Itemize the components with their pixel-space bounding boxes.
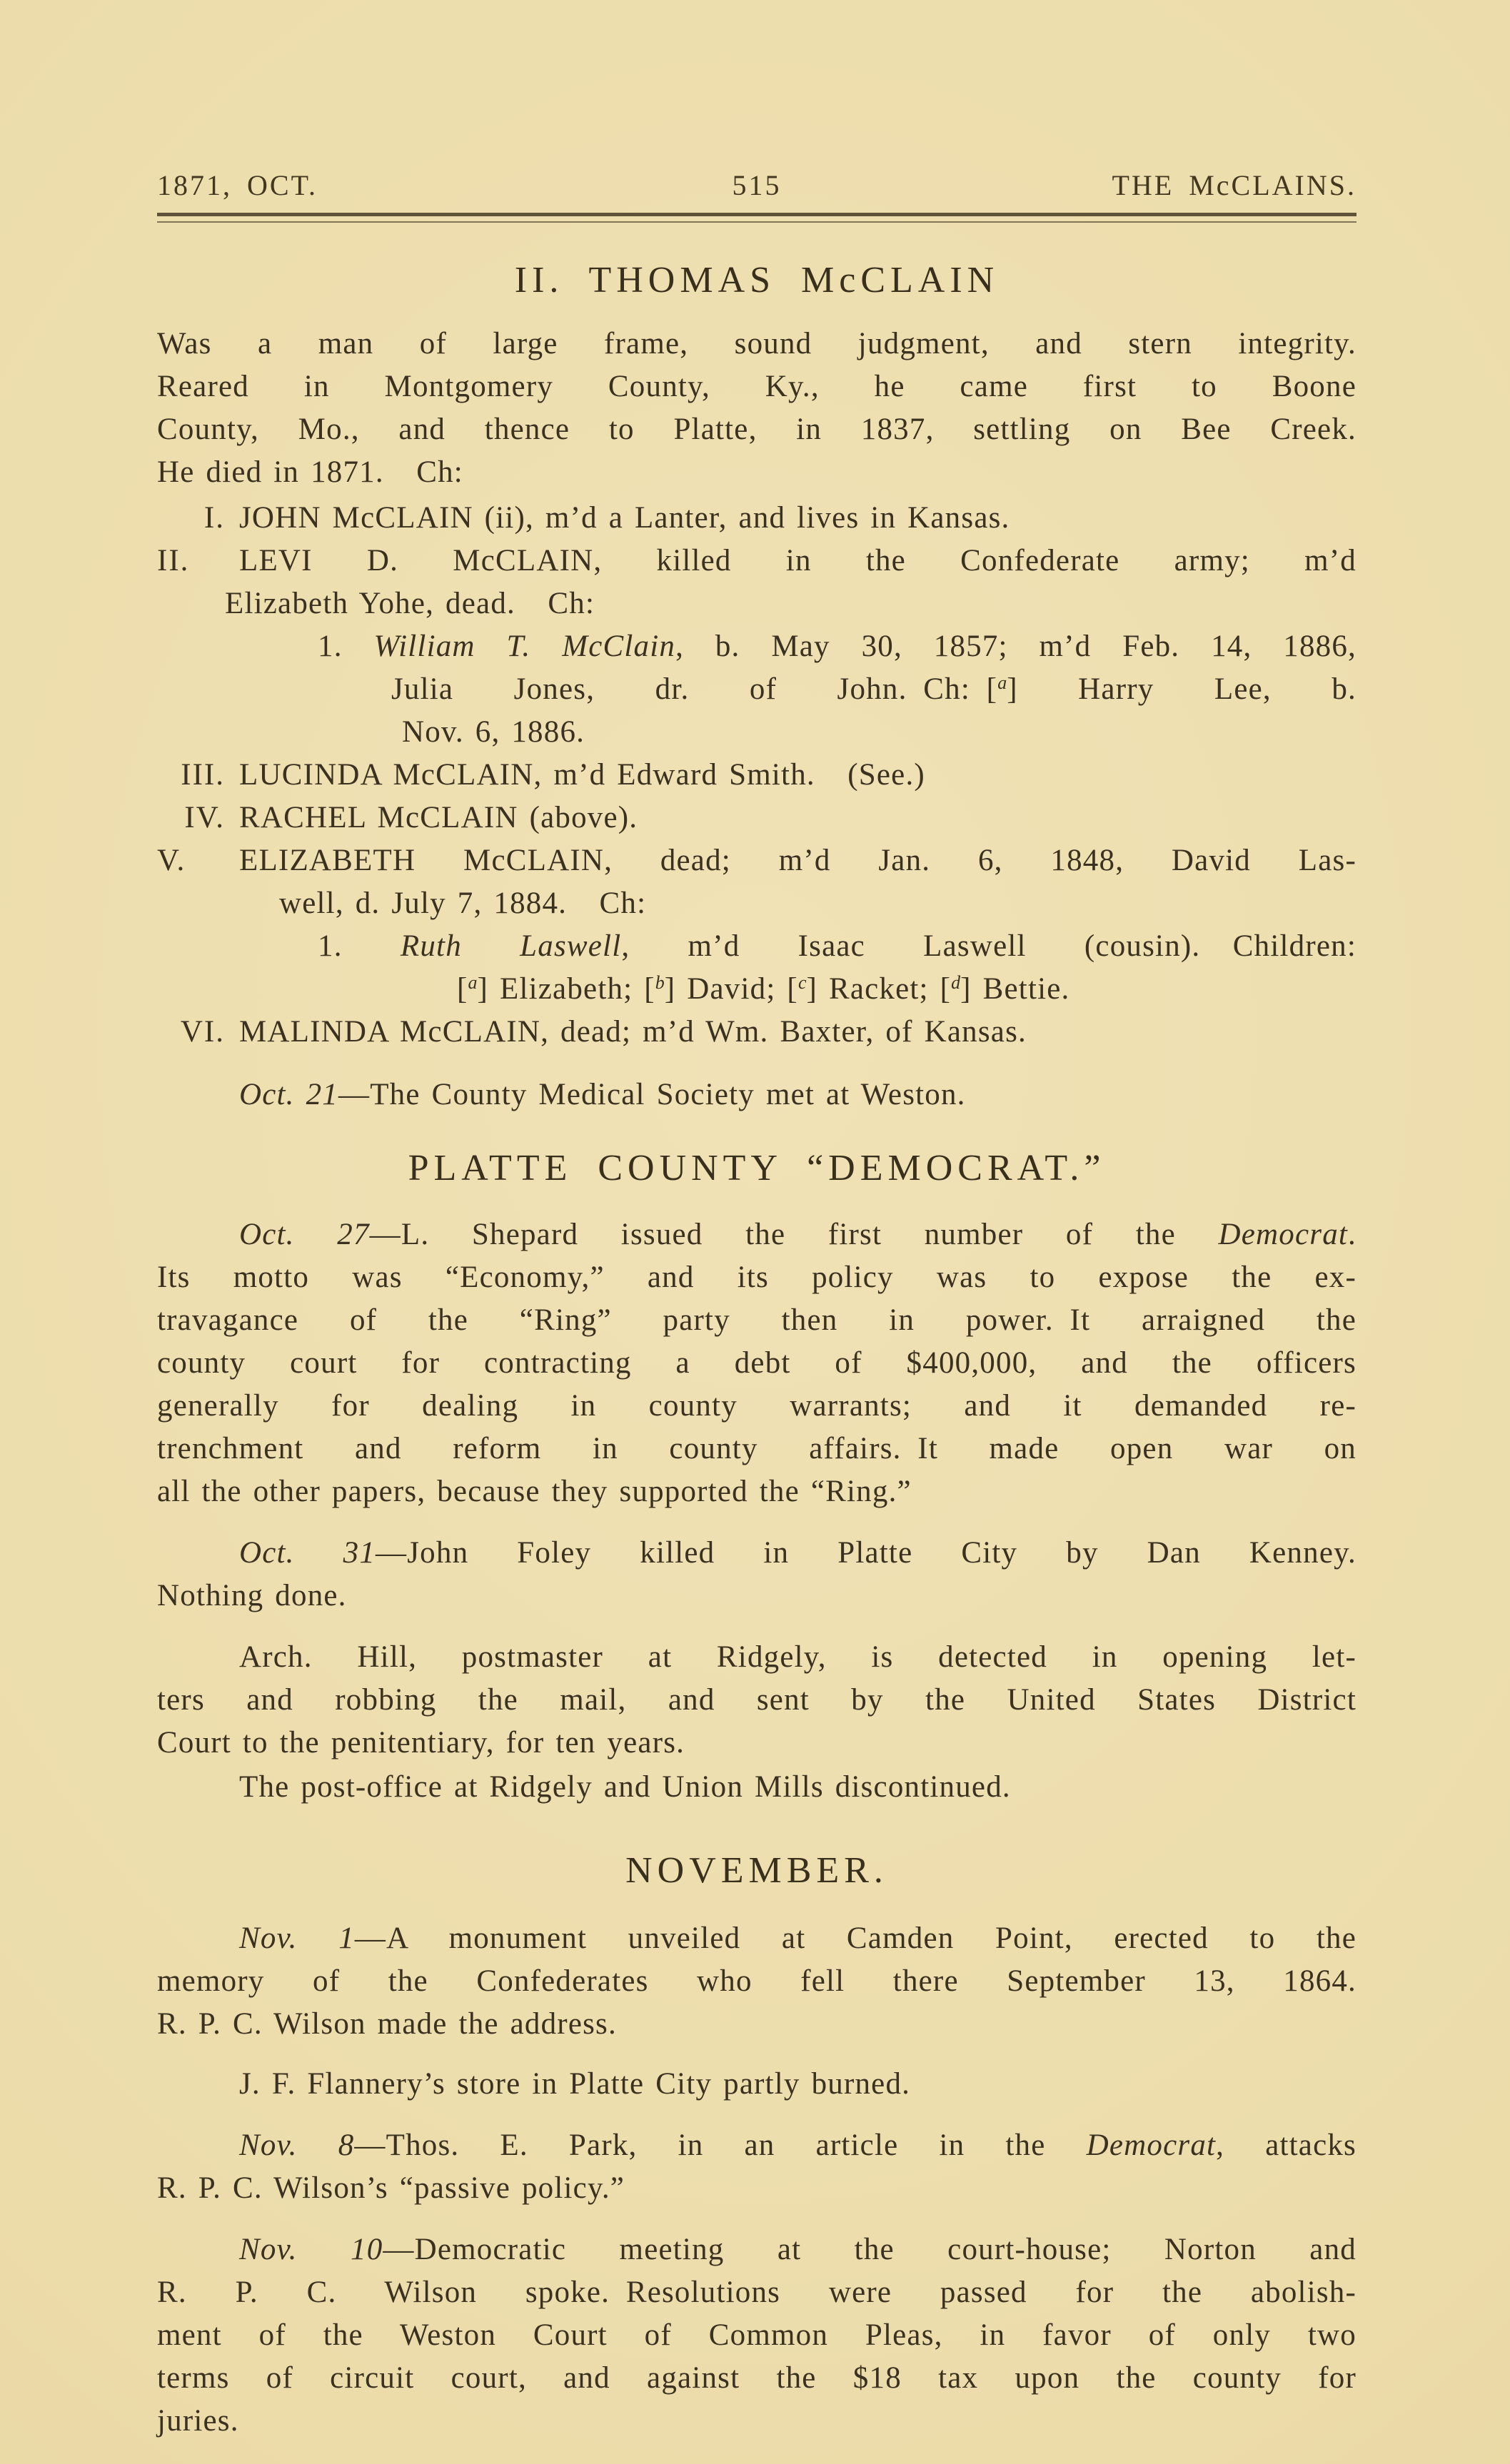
text-line: He died in 1871. Ch: — [157, 455, 463, 489]
text-line: Reared in Montgomery County, Ky., he came first to Boone — [157, 370, 1357, 403]
text-line: well, d. July 7, 1884. Ch: — [279, 887, 647, 920]
list-numeral: IV. — [184, 801, 225, 834]
paragraph — [157, 497, 1357, 1054]
text-line: memory of the Confederates who fell there September 13, 1864. — [157, 1964, 1357, 1998]
text-line: R. P. C. Wilson made the address. — [157, 2007, 617, 2041]
page-header — [157, 170, 1357, 201]
text-line: trenchment and reform in county affairs. It made open war on — [157, 1432, 1357, 1465]
list-numeral: II. — [157, 544, 190, 577]
section-heading: II. THOMAS McCLAIN — [514, 260, 1000, 301]
header-rule — [157, 213, 1357, 223]
text-line: Arch. Hill, postmaster at Ridgely, is detected in opening let- — [239, 1640, 1357, 1674]
text-line: III. LUCINDA McCLAIN, m’d Edward Smith. (See.) — [157, 754, 1357, 797]
text-line: IV. RACHEL McCLAIN (above). — [157, 797, 1357, 839]
text-line: all the other papers, because they supported the “Ring.” — [157, 1475, 912, 1508]
list-numeral: I. — [203, 501, 225, 535]
header-title: THE McCLAINS. — [1112, 169, 1357, 201]
paragraph — [157, 1636, 1357, 1764]
text-line: juries. — [157, 2404, 239, 2438]
list-numeral: V. — [157, 844, 186, 877]
text-line: Was a man of large frame, sound judgment, and stern integrity. — [157, 327, 1357, 360]
text-line: ters and robbing the mail, and sent by the United States District — [157, 1683, 1357, 1717]
paragraph — [157, 2124, 1357, 2210]
text-line: Nov. 10—Democratic meeting at the court-house; Norton and — [239, 2233, 1357, 2266]
section-heading: NOVEMBER. — [625, 1850, 888, 1891]
paragraph — [157, 1532, 1357, 1617]
text-line: ment of the Weston Court of Common Pleas, in favor of only two — [157, 2318, 1357, 2352]
header-page-number: 515 — [732, 169, 782, 201]
text-line: Oct. 21—The County Medical Society met at Weston. — [239, 1078, 966, 1111]
text-line: terms of circuit court, and against the $18 tax upon the county for — [157, 2361, 1357, 2395]
text-line: Nov. 8—Thos. E. Park, in an article in the Democrat, attacks — [239, 2129, 1357, 2162]
paragraph — [157, 1074, 1357, 1116]
paragraph — [157, 1917, 1357, 2046]
list-numeral: VI. — [180, 1015, 225, 1049]
text-line: Oct. 31—John Foley killed in Platte City by Dan Kenney. — [239, 1536, 1357, 1570]
text-line: V. ELIZABETH McCLAIN, dead; m’d Jan. 6, 1848, David Las- — [157, 839, 1357, 882]
text-line: [$^a$] Elizabeth; [$^b$] David; [$^c$] Racket; [$^d$] Bettie. — [457, 972, 1070, 1006]
text-line: Elizabeth Yohe, dead. Ch: — [225, 587, 595, 620]
paragraph — [157, 1213, 1357, 1513]
text-line: Nothing done. — [157, 1579, 347, 1612]
text-line: 1. William T. McClain, b. May 30, 1857; m’d Feb. 14, 1886, — [318, 630, 1357, 663]
paragraph — [157, 323, 1357, 494]
text-line: Julia Jones, dr. of John. Ch: [$^a$] Harry Lee, b. — [391, 672, 1357, 706]
text-line: The post-office at Ridgely and Union Mills discontinued. — [239, 1770, 1011, 1804]
text-line: Its motto was “Economy,” and its policy was to expose the ex- — [157, 1261, 1357, 1294]
text-line: Nov. 1—A monument unveiled at Camden Point, erected to the — [239, 1922, 1357, 1955]
text-line: 1. Ruth Laswell, m’d Isaac Laswell (cousin). Children: — [318, 929, 1357, 963]
paragraph — [157, 1766, 1357, 1809]
text-line: County, Mo., and thence to Platte, in 1837, settling on Bee Creek. — [157, 413, 1357, 446]
text-line: VI. MALINDA McCLAIN, dead; m’d Wm. Baxter, of Kansas. — [157, 1011, 1357, 1054]
header-date: 1871, OCT. — [157, 169, 318, 201]
paragraph — [157, 2228, 1357, 2443]
text-line: county court for contracting a debt of $400,000, and the officers — [157, 1346, 1357, 1380]
text-line: Oct. 27—L. Shepard issued the first number of the Democrat. — [239, 1218, 1357, 1251]
text-line: Court to the penitentiary, for ten years. — [157, 1726, 685, 1759]
list-numeral: III. — [181, 758, 225, 792]
text-body — [157, 258, 1357, 2443]
text-line: Nov. 6, 1886. — [402, 715, 585, 749]
text-line: I. JOHN McCLAIN (ii), m’d a Lanter, and lives in Kansas. — [157, 497, 1357, 540]
paragraph — [157, 2063, 1357, 2106]
text-line: travagance of the “Ring” party then in power. It arraigned the — [157, 1303, 1357, 1337]
text-line: generally for dealing in county warrants; and it demanded re- — [157, 1389, 1357, 1423]
text-line: II. LEVI D. McCLAIN, killed in the Confederate army; m’d — [157, 540, 1357, 582]
text-line: R. P. C. Wilson spoke. Resolutions were passed for the abolish- — [157, 2276, 1357, 2309]
section-heading: PLATTE COUNTY “DEMOCRAT.” — [408, 1148, 1106, 1188]
text-line: J. F. Flannery’s store in Platte City partly burned. — [239, 2067, 911, 2101]
text-line: R. P. C. Wilson’s “passive policy.” — [157, 2171, 625, 2205]
